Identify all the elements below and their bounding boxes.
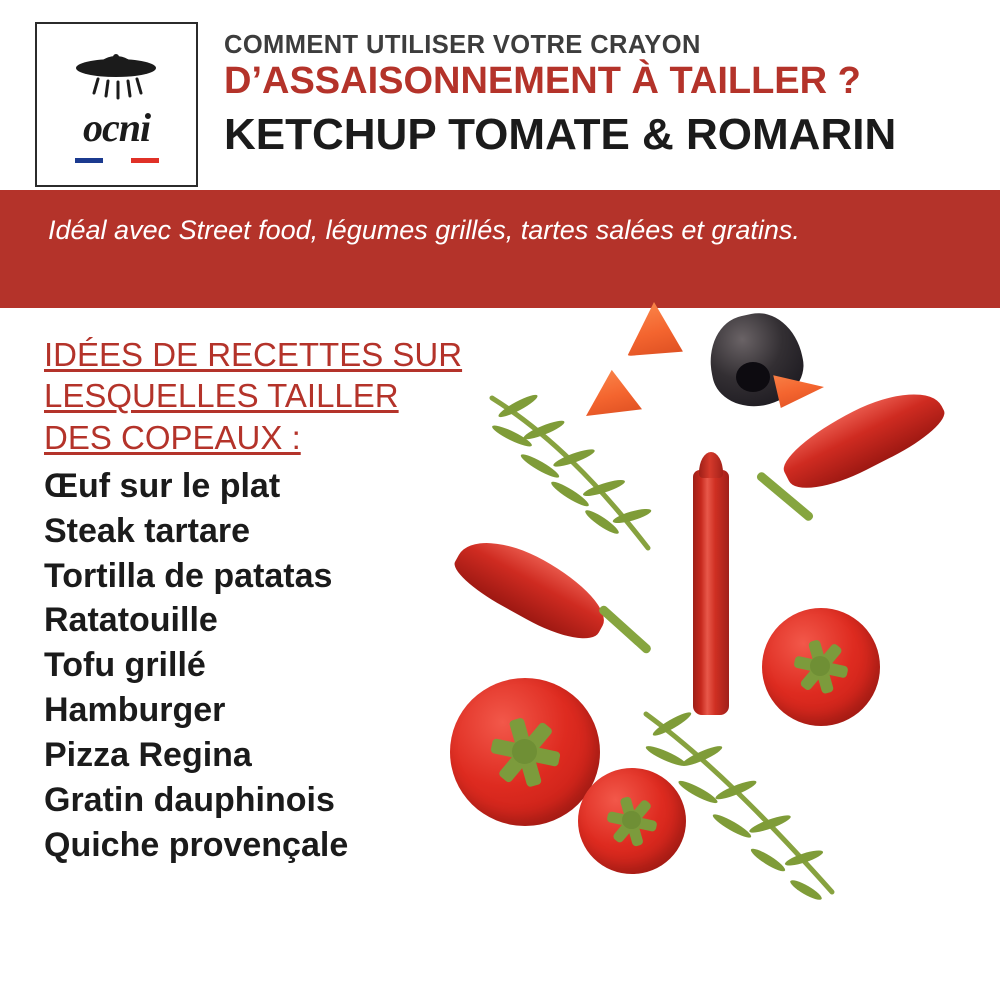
header-text-block	[198, 22, 970, 159]
header-kicker: COMMENT UTILISER VOTRE CRAYON	[224, 31, 701, 59]
ufo-icon	[64, 46, 169, 104]
tomato-icon	[450, 678, 600, 826]
header-subtitle: D’ASSAISONNEMENT À TAILLER ?	[224, 59, 861, 102]
list-item: Pizza Regina	[44, 736, 252, 774]
chili-pepper-icon	[730, 388, 960, 568]
content-area	[0, 308, 1000, 960]
page-header	[0, 0, 1000, 190]
french-flag-icon	[75, 158, 159, 163]
recipes-heading-line-3: DES COPEAUX :	[44, 418, 301, 456]
list-item: Gratin dauphinois	[44, 780, 335, 819]
product-photo	[440, 308, 1000, 960]
usage-banner-text: Idéal avec Street food, légumes grillés, tartes salées et gratins.	[48, 215, 800, 245]
list-item: Steak tartare	[44, 511, 251, 550]
brand-logo	[35, 22, 198, 187]
list-item: Tortilla de patatas	[44, 556, 333, 595]
pepper-chunk-icon	[625, 302, 683, 356]
page-title: KETCHUP TOMATE & ROMARIN	[224, 109, 897, 159]
list-item: Quiche provençale	[44, 825, 349, 864]
list-item: Ratatouille	[44, 601, 218, 640]
rosemary-sprig-icon	[636, 708, 886, 908]
usage-banner	[0, 190, 1000, 308]
recipes-heading-line-1: IDÉES DE RECETTES SUR	[44, 336, 463, 373]
list-item: Œuf sur le plat	[44, 466, 281, 505]
seasoning-crayon	[693, 470, 729, 715]
recipes-heading-line-2: LESQUELLES TAILLER	[44, 377, 399, 415]
chili-pepper-icon	[440, 518, 660, 678]
brand-name: ocni	[82, 105, 151, 150]
list-item: Tofu grillé	[44, 646, 206, 685]
list-item: Hamburger	[44, 691, 226, 730]
